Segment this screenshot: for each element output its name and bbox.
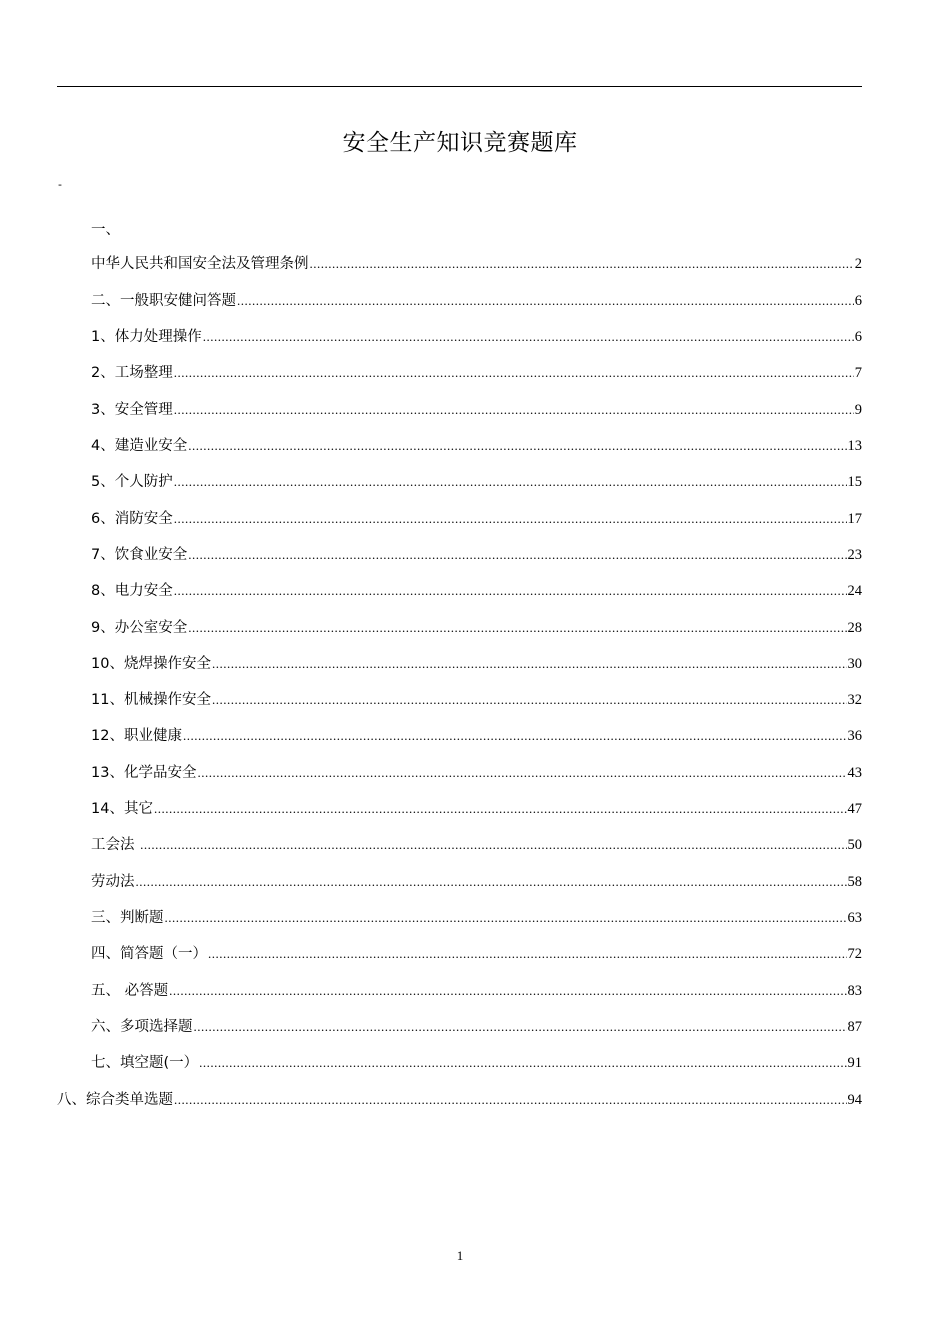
toc-entry[interactable] <box>91 908 862 928</box>
toc-label: 9、办公室安全 <box>91 620 188 636</box>
header-rule <box>57 86 862 87</box>
toc-leader <box>237 291 854 311</box>
toc-label: 6、消防安全 <box>91 511 173 527</box>
toc-leader <box>165 908 847 928</box>
document-title: 安全生产知识竞赛题库 <box>342 130 578 156</box>
toc-page: 6 <box>854 293 862 309</box>
toc-entry[interactable] <box>91 472 862 492</box>
toc-label: 13、化学品安全 <box>91 765 197 781</box>
toc-page: 30 <box>847 656 862 672</box>
toc-label: 14、其它 <box>91 801 153 817</box>
toc-leader <box>136 872 847 892</box>
toc-entry[interactable] <box>91 981 862 1001</box>
toc-leader <box>212 690 847 710</box>
toc-label: 劳动法 <box>91 874 135 890</box>
toc-leader <box>188 545 846 565</box>
toc-entry[interactable] <box>91 327 862 347</box>
toc-entry[interactable] <box>91 763 862 783</box>
toc-label: 7、饮食业安全 <box>91 547 188 563</box>
toc-page: 83 <box>847 983 862 999</box>
toc-leader <box>208 944 847 964</box>
toc-leader <box>174 509 847 529</box>
toc-page: 36 <box>847 728 862 744</box>
toc-entry[interactable] <box>91 872 862 892</box>
page-number: 1 <box>456 1248 464 1263</box>
toc-leader <box>199 1053 846 1073</box>
toc-label: 四、简答题（一） <box>91 946 207 962</box>
toc-leader <box>174 472 847 492</box>
toc-page: 43 <box>847 765 862 781</box>
toc-leader <box>310 254 854 274</box>
toc-leader <box>174 581 847 601</box>
toc-label: 2、工场整理 <box>91 365 173 381</box>
toc-page: 13 <box>847 438 862 454</box>
toc-leader <box>203 327 854 347</box>
toc-entry[interactable] <box>57 1090 862 1110</box>
toc-page: 87 <box>847 1019 862 1035</box>
toc-page: 47 <box>847 801 862 817</box>
toc-entry[interactable] <box>91 581 862 601</box>
toc-entry[interactable] <box>91 1053 862 1073</box>
toc-page: 23 <box>847 547 862 563</box>
toc-entry[interactable] <box>91 545 862 565</box>
toc-page: 2 <box>854 256 862 272</box>
toc-label: 8、电力安全 <box>91 583 173 599</box>
toc-entry[interactable] <box>91 436 862 456</box>
toc-entry[interactable] <box>91 1017 862 1037</box>
toc-label: 11、机械操作安全 <box>91 692 211 708</box>
toc-page: 94 <box>847 1092 862 1108</box>
toc-label: 3、安全管理 <box>91 402 173 418</box>
toc-entry[interactable] <box>91 363 862 383</box>
toc-page: 9 <box>854 402 862 418</box>
toc-entry[interactable] <box>91 726 862 746</box>
marker-dash: - <box>58 178 62 191</box>
toc-page: 58 <box>847 874 862 890</box>
toc-page: 24 <box>847 583 862 599</box>
toc-leader <box>174 1090 847 1110</box>
toc-label: 八、综合类单选题 <box>57 1092 173 1108</box>
toc-leader <box>194 1017 847 1037</box>
toc-label: 1、体力处理操作 <box>91 329 202 345</box>
toc-entry[interactable] <box>91 654 862 674</box>
toc-label: 10、烧焊操作安全 <box>91 656 211 672</box>
toc-page: 91 <box>847 1055 862 1071</box>
section-heading: 一、 <box>91 222 120 238</box>
toc-entry[interactable] <box>91 254 862 274</box>
toc-label: 二、一般职安健问答题 <box>91 293 236 309</box>
toc-leader <box>169 981 846 1001</box>
toc-leader <box>188 436 846 456</box>
toc-page: 72 <box>847 946 862 962</box>
toc-page: 28 <box>847 620 862 636</box>
toc-label: 5、个人防护 <box>91 474 173 490</box>
toc-entry[interactable] <box>91 400 862 420</box>
toc-label: 4、建造业安全 <box>91 438 188 454</box>
toc-leader <box>174 400 854 420</box>
toc-label: 三、判断题 <box>91 910 164 926</box>
toc-label: 六、多项选择题 <box>91 1019 193 1035</box>
toc-label: 12、职业健康 <box>91 728 182 744</box>
toc-leader <box>188 618 846 638</box>
toc-entry[interactable] <box>91 944 862 964</box>
toc-page: 6 <box>854 329 862 345</box>
toc-leader <box>140 835 846 855</box>
toc-leader <box>212 654 847 674</box>
toc-entry[interactable] <box>91 799 862 819</box>
toc-page: 50 <box>847 837 862 853</box>
toc-label: 七、填空题(一） <box>91 1055 199 1071</box>
toc-label: 五、 必答题 <box>91 983 169 999</box>
toc-entry[interactable] <box>91 509 862 529</box>
toc-page: 17 <box>847 511 862 527</box>
toc-page: 15 <box>847 474 862 490</box>
toc-entry[interactable] <box>91 690 862 710</box>
toc-leader <box>183 726 847 746</box>
toc-page: 63 <box>847 910 862 926</box>
toc-entry[interactable] <box>91 291 862 311</box>
toc-label: 中华人民共和国安全法及管理条例 <box>91 256 309 272</box>
toc-leader <box>174 363 854 383</box>
toc-leader <box>197 763 846 783</box>
toc-page: 32 <box>847 692 862 708</box>
toc-entry[interactable] <box>91 618 862 638</box>
toc-label: 工会法 <box>91 837 140 853</box>
toc-page: 7 <box>854 365 862 381</box>
toc-entry[interactable] <box>91 835 862 855</box>
toc-leader <box>154 799 847 819</box>
